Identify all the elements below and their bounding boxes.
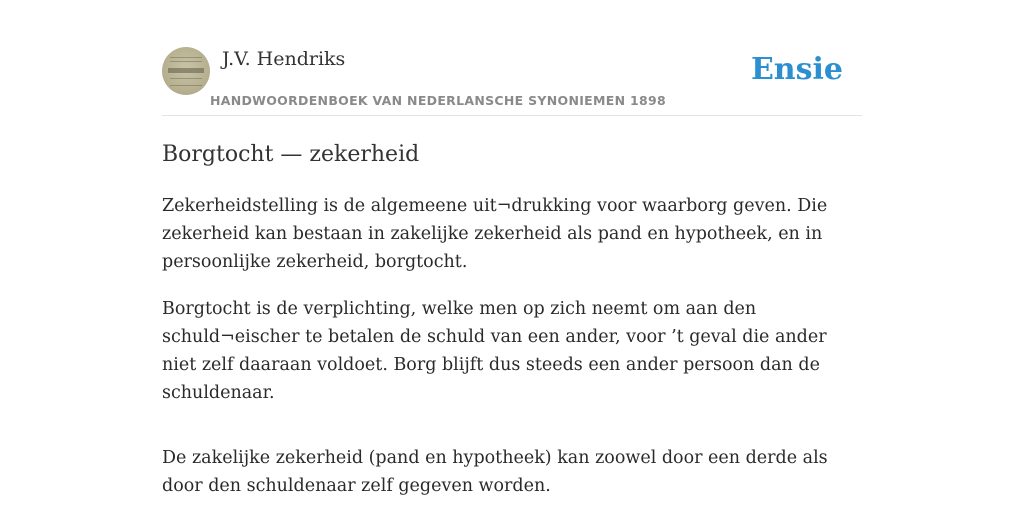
cover-title-band — [168, 68, 204, 73]
article-paragraph: Borgtocht is de verplichting, welke men op zich neemt om aan den schuld¬eischer te betalen de schuld van een ander, voor ’t geval die ander niet zelf daaraan voldoet. Borg blijft dus steeds een ander persoon dan de schuldenaar. — [162, 299, 827, 403]
brand-logo[interactable]: Ensie — [750, 52, 843, 87]
cover-decoration-line — [170, 85, 202, 86]
author-link[interactable]: J.V. Hendriks — [222, 48, 346, 70]
cover-decoration-line — [170, 78, 202, 79]
article-paragraph: De zakelijke zekerheid (pand en hypotheek) kan zoowel door een derde als door den schuldenaar zelf gegeven worden. — [162, 448, 828, 496]
page-title: Borgtocht — zekerheid — [162, 142, 420, 167]
cover-decoration-line — [170, 61, 202, 62]
article-paragraph: Zekerheidstelling is de algemeene uit¬drukking voor waarborg geven. Die zekerheid kan bestaan in zakelijke zekerheid als pand en hypotheek, en in persoonlijke zekerheid, borgtocht. — [162, 196, 828, 272]
header-divider — [162, 115, 862, 116]
book-cover-avatar[interactable] — [162, 47, 210, 95]
cover-decoration-line — [170, 57, 202, 58]
source-title[interactable]: HANDWOORDENBOEK VAN NEDERLANSCHE SYNONIEMEN 1898 — [210, 93, 667, 108]
article-body — [162, 192, 862, 512]
